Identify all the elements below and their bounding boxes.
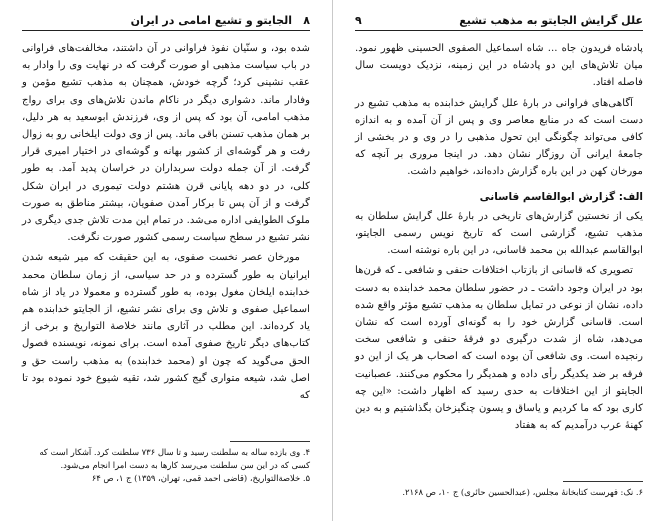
paragraph: مورخان عصر نخست صفوی، به این حقیقت که میر شیعه شدن ایرانیان به طور گسترده و در حد سیاسی، از زمان سلطان محمد خدابنده ایلخان مغول بوده، به طور گسترده و معمولا در یاد از شاه اسماعیل صفوی و تلاش وی برای نشر تشیع، از الجایتو خدابنده هم یاد کرده‌اند. این مطلب در آثاری مانند خلاصة التواریخ و برخی از کتاب‌های دیگر تاریخ صفوی آمده است. برای نمونه، نویسنده فصول الحق می‌گوید که چون او (محمد خدابنده) به مذهب راست حق و اصل شد، شیعه متواری گیج کشور شد، تقیه شیوع خود نموده بود تا که <box>22 252 310 402</box>
left-footnotes <box>22 446 310 485</box>
page-number: ۹ <box>355 14 362 27</box>
paragraph: تصویری که قاسانی از بازتاب اختلافات حنفی و شافعی ـ که قرن‌ها بود در ایران وجود داشت ـ در حضور سلطان محمد خدابنده به دست داده، نشان از نوعی در تمایل سلطان به مذهب تشیع مؤثر واقع شده است. قاسانی گزارش خود را به گونه‌ای آورده است که نشان می‌دهد، شاه از شدت درگیری دو فرقهٔ حنفی و شافعی سخت رنجیده است. وی شافعی آن بوده است که اصحاب هر یک از این دو فرقه بر ضد یکدیگر رأی داده و همدیگر را محکوم می‌کنند. عصبانیت الجایتو از این اختلافات به حدی رسید که اظهار داشت: «این چه کاری بود که ما کردیم و یاساق و یسون چنگیزخان بگذاشتیم و به دین کهنهٔ عرب درآمدیم که به هفتاد <box>355 265 643 432</box>
left-page-header <box>22 12 310 31</box>
paragraph: آگاهی‌های فراوانی در بارهٔ علل گرایش خدابنده به مذهب تشیع در دست است که در منابع معاصر وی و پس از آن آمده و به اندازه کافی می‌تواند چگونگی این تحول مذهبی را در وی و در بخشی از جامعهٔ ایرانی آن روزگار نشان دهد. در اینجا مروری بر آنچه که مورخان کهن در این باره گزارش داده‌اند، خواهیم داشت. <box>355 97 643 178</box>
footnote-rule <box>563 481 643 482</box>
running-title: الجایتو و تشیع امامی در ایران <box>130 14 292 27</box>
page-number: ۸ <box>303 14 310 27</box>
paragraph: پادشاه فریدون جاه ... شاه اسماعیل الصفوی الحسینی ظهور نمود. میان تلاش‌های این دو پادشاه در این زمینه، نزدیک دویست سال فاصله افتاد. <box>355 43 643 89</box>
footnote: ۵. خلاصة‌التواریخ، (قاضی احمد قمی، تهران، ۱۳۵۹) ج ۱، ص ۶۴ <box>91 473 310 483</box>
footnote: ۶. نک: فهرست کتابخانهٔ مجلس، (عبدالحسین حائری) ج ۱۰، ص ۲۱۶۸. <box>402 487 643 497</box>
running-title: علل گرایش الجایتو به مذهب تشیع <box>459 14 643 27</box>
right-footnotes <box>355 486 643 499</box>
section-heading: الف: گزارش ابوالقاسم قاسانی <box>479 190 643 203</box>
left-page-body <box>22 40 310 404</box>
right-page <box>333 0 665 521</box>
paragraph: یکی از نخستین گزارش‌های تاریخی در بارهٔ علل گرایش سلطان به مذهب تشیع، گزارشی است که تاریخ نویس رسمی الجایتو، ابوالقاسم عبدالله بن محمد قاسانی، در این باره نوشته است. <box>355 210 643 257</box>
right-page-header <box>355 12 643 31</box>
footnote-rule <box>230 441 310 442</box>
left-page <box>0 0 332 521</box>
paragraph: شده بود، و سنّیان نفوذ فراوانی در آن داشتند، مخالفت‌های فراوانی در باب سیاست مذهبی او صورت گرفت که در نهایت وی را وادار به عقب نشینی کرد؛ گرچه خودش، همچنان به مذهب تشیع مؤمن و وفادار ماند. دشواری دیگر در ناکام ماندن تلاش‌های وی برای رواج مذهب امامی، آن بود که پس از وی، فرزندش ابوسعید به هر دلیل، بر همان مذهب تسنن باقی ماند. پس از وی دولت ایلخانی رو به زوال رفت و هر گوشه‌ای از کشور بهانه و گوشه‌ای در اختیار امیری قرار گرفت. از آن جمله دولت سربداران در خراسان پدید آمد. به طور کلی، در دو دهه پایانی قرن هشتم دولت تیموری در ایران شکل گرفت و از آن پس تا برکار آمدن صفویان، بیشتر مناطق به صورت ملوک الطوایفی اداره می‌شد. در تمام این مدت تلاش جدی دیگری در نشر تشیع در سطح سیاست رسمی کشور صورت نگرفت. <box>22 43 310 244</box>
footnote: ۴. وی بازده ساله به سلطنت رسید و تا سال ۷۳۶ سلطنت کرد. آشکار است که کسی که در این سن سلطنت می‌رسد کارها به دست امرا انجام می‌شود. <box>39 447 310 470</box>
right-page-body <box>355 40 643 434</box>
